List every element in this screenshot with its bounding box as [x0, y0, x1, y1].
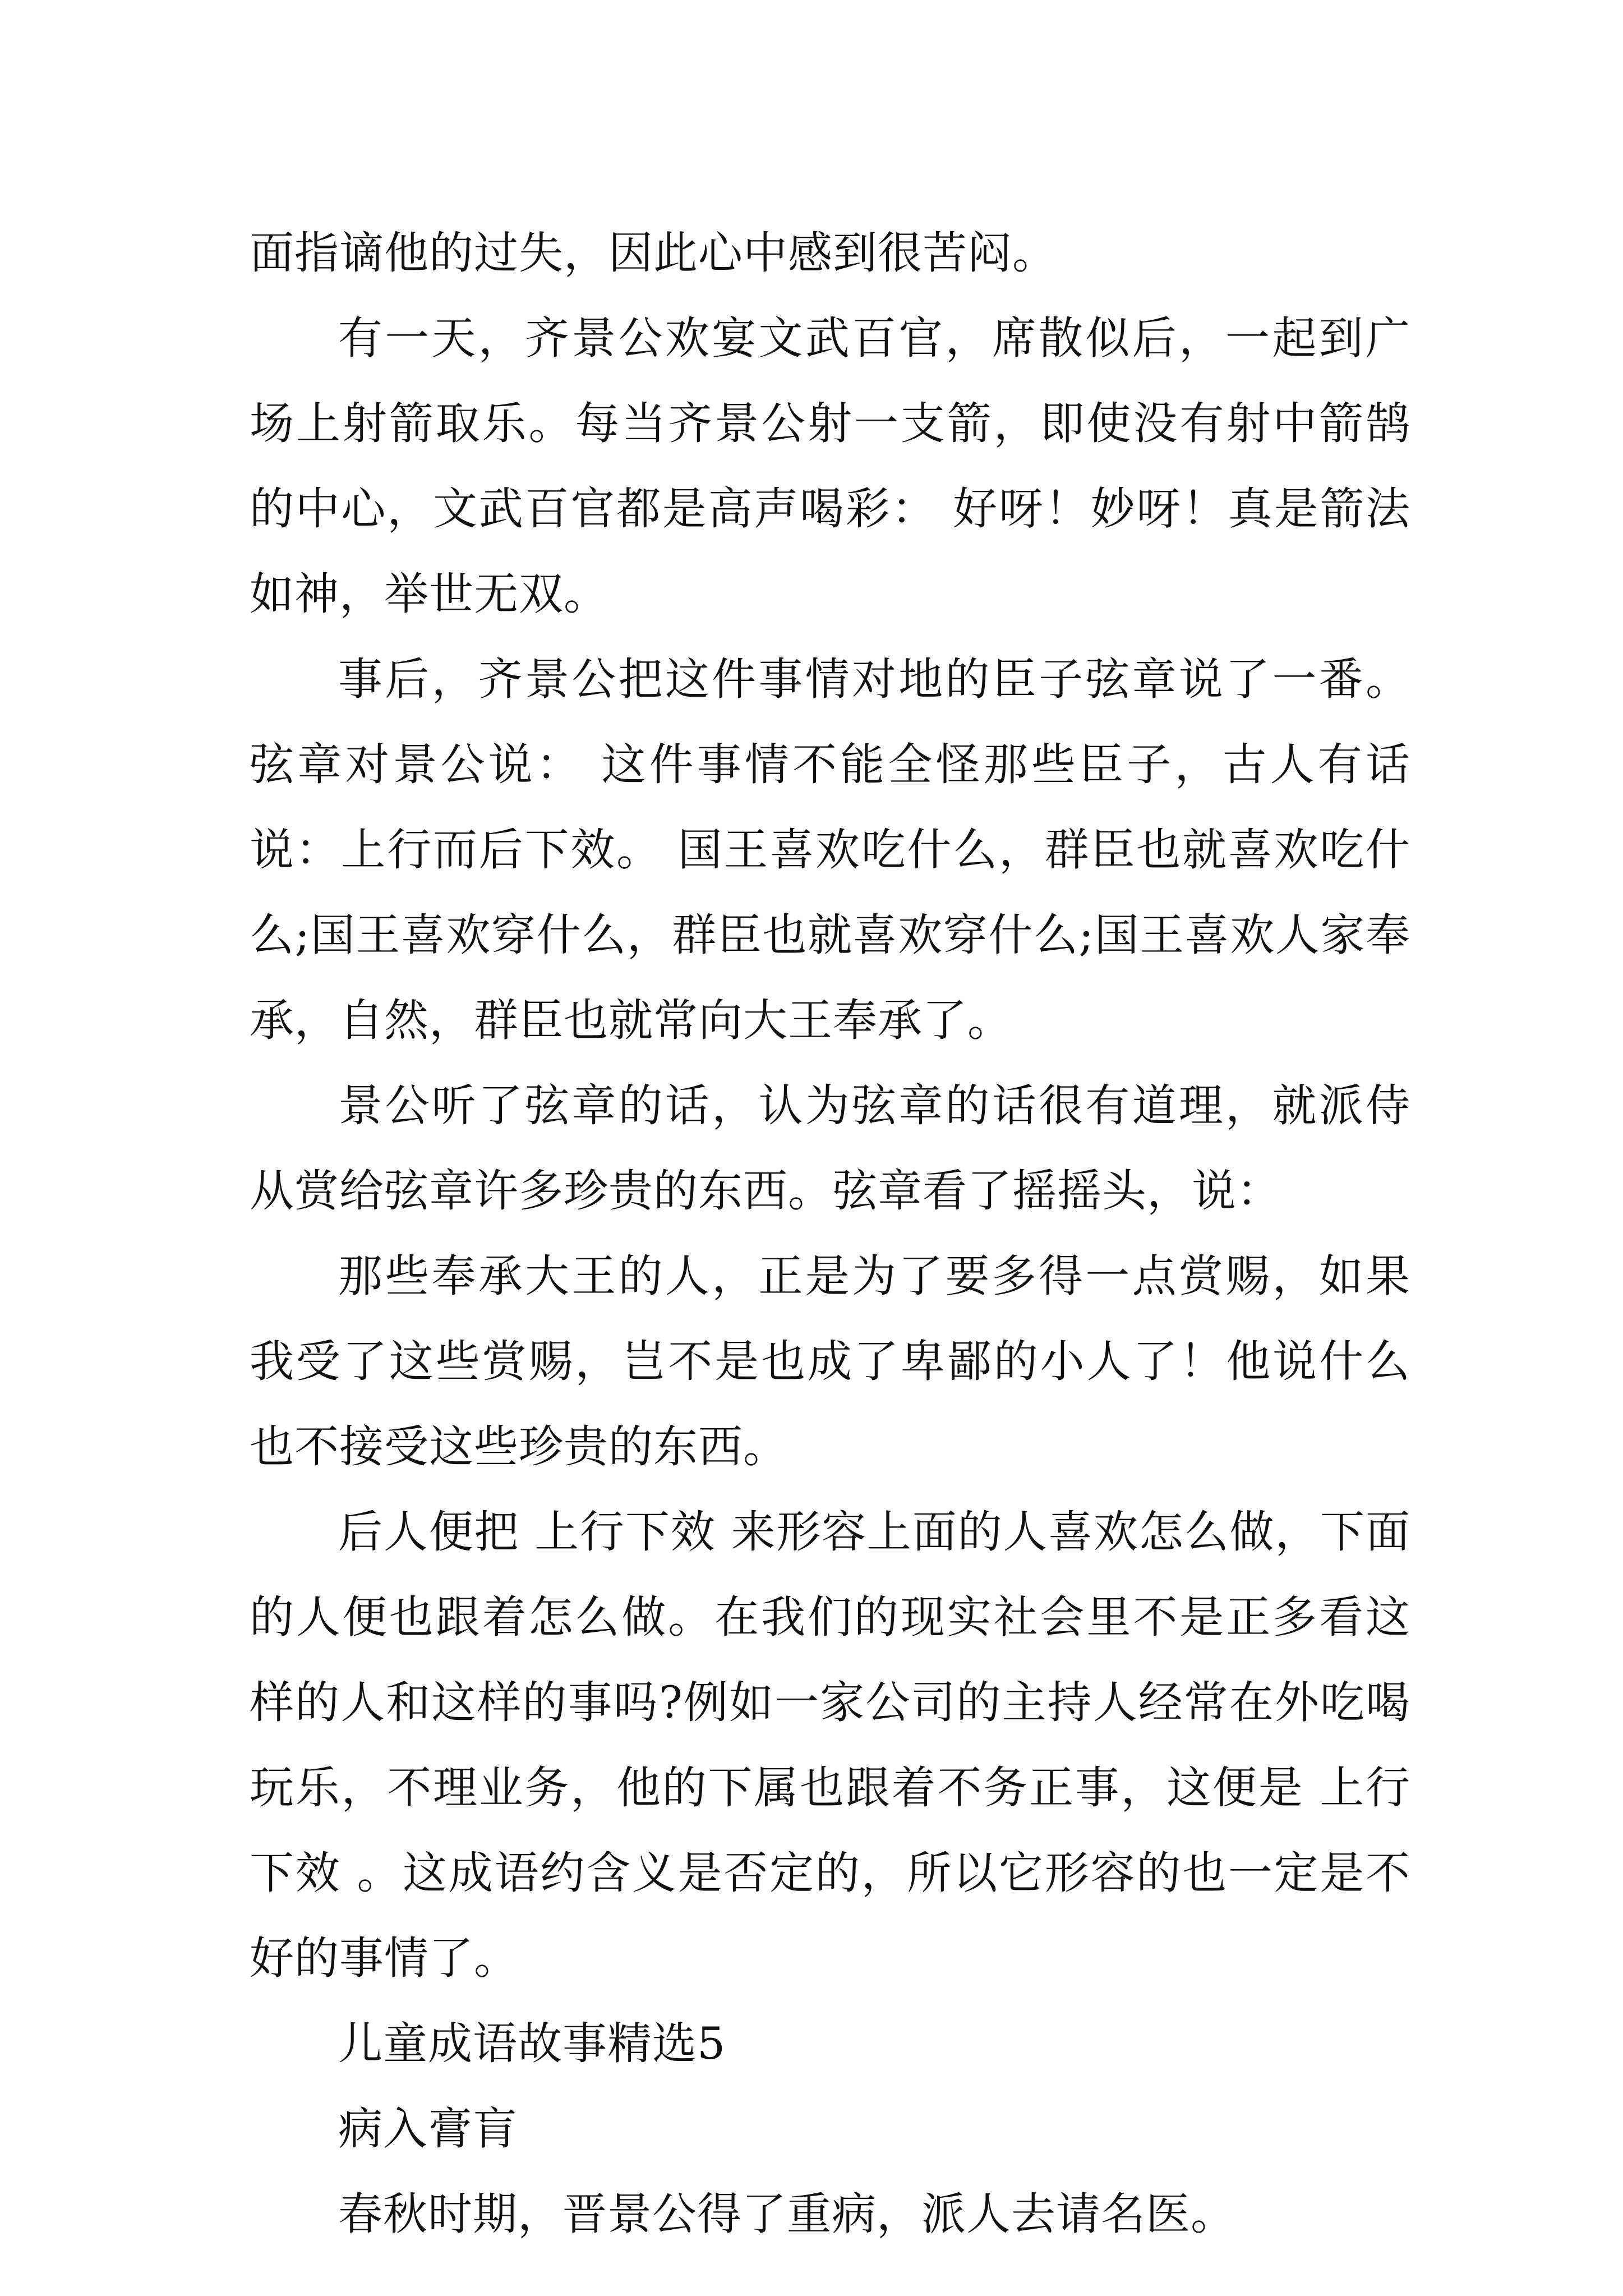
- paragraph-1: 面指谪他的过失，因此心中感到很苦闷。: [250, 227, 1057, 279]
- paragraph-3: 事后，齐景公把这件事情对地的臣子弦章说了一番。弦章对景公说： 这件事情不能全怪那些臣子，古人有话说：上行而后下效。 国王喜欢吃什么，群臣也就喜欢吃什么;国王喜欢穿什么，群臣也就喜欢穿什么;国王喜欢人家奉承，自然，群臣也就常向大王奉承了。: [250, 654, 1410, 1046]
- section-title: 儿童成语故事精选5: [338, 2018, 726, 2069]
- paragraph-6: 后人便把 上行下效 来形容上面的人喜欢怎么做，下面的人便也跟着怎么做。在我们的现实社会里不是正多看这样的人和这样的事吗?例如一家公司的主持人经常在外吃喝玩乐，不理业务，他的下属也跟着不务正事，这便是 上行下效 。这成语约含义是否定的，所以它形容的也一定是不好的事情了。: [250, 1506, 1410, 1984]
- document-body: [250, 210, 1410, 2257]
- paragraph-5: 那些奉承大王的人，正是为了要多得一点赏赐，如果我受了这些赏赐，岂不是也成了卑鄙的小人了！他说什么也不接受这些珍贵的东西。: [250, 1250, 1410, 1473]
- story-opening-line: 春秋时期，晋景公得了重病，派人去请名医。: [338, 2188, 1235, 2240]
- paragraph-2: 有一天，齐景公欢宴文武百官，席散似后，一起到广场上射箭取乐。每当齐景公射一支箭，即使没有射中箭鹄的中心，文武百官都是高声喝彩： 好呀！妙呀！真是箭法如神，举世无双。: [250, 312, 1410, 620]
- paragraph-4: 景公听了弦章的话，认为弦章的话很有道理，就派侍从赏给弦章许多珍贵的东西。弦章看了摇摇头，说：: [250, 1080, 1410, 1217]
- story-title: 病入膏肓: [338, 2103, 518, 2155]
